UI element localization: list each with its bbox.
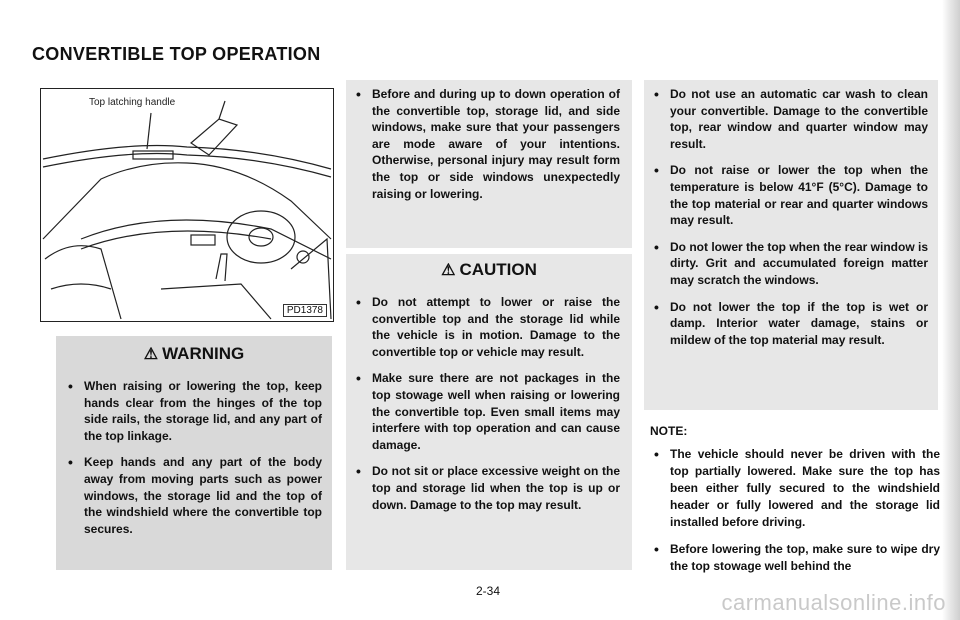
caution-heading-text: CAUTION [459,260,537,279]
warning-heading-text: WARNING [162,344,245,363]
list-item: • Do not lower the top when the rear window is dirty. Grit and accumulated foreign matter may scratch the windows. [648,239,928,289]
page-number: 2-34 [476,584,501,598]
list-item: • Make sure there are not packages in the top stowage well when raising or lowering the convertible top. Even small items may interfere with top operation and can cause damage. [350,370,620,453]
car-wash-caution-panel [644,80,938,410]
caution-triangle-icon: ⚠ [441,262,456,279]
watermark: carmanualsonline.info [721,590,946,615]
warning-panel [56,336,332,570]
passenger-warning-list [350,86,620,202]
page-edge-shadow [942,0,960,620]
list-item: • Do not attempt to lower or raise the convertible top and the storage lid while the vehicle is in motion. Damage to the convertible top or vehicle may result. [350,294,620,360]
passenger-warning-panel [346,80,632,248]
page-title: CONVERTIBLE TOP OPERATION [32,44,321,64]
list-item: • Do not raise or lower the top when the temperature is below 41°F (5°C). Damage to the top material or rear and quarter windows may result. [648,162,928,228]
figure-code: PD1378 [283,304,327,317]
list-item: • Do not sit or place excessive weight on the top and storage lid when the top is up or down. Damage to the top may result. [350,463,620,513]
warning-list [62,378,322,537]
list-item: • Do not lower the top if the top is wet or damp. Interior water damage, stains or mildew of the top material may result. [648,299,928,349]
car-interior-drawing [41,89,333,321]
note-title: NOTE: [650,424,688,438]
note-list [648,446,940,585]
list-item: • The vehicle should never be driven with the top partially lowered. Make sure the top has been either fully secured to the windshield header or fully lowered and the storage lid installed before driving. [648,446,940,531]
list-item: • Before and during up to down operation of the convertible top, storage lid, and side windows, make sure that your passengers are mode aware of your intentions. Otherwise, personal injury may result form the top or side windows unexpectedly raising or lowering. [350,86,620,202]
caution-heading [346,260,632,280]
convertible-top-illustration [40,88,334,322]
list-item: • Keep hands and any part of the body away from moving parts such as power windows, the storage lid and the top of the windshield where the convertible top secures. [62,454,322,537]
warning-triangle-icon: ⚠ [143,346,159,363]
figure-caption: Top latching handle [89,97,176,108]
caution-panel [346,254,632,570]
list-item: • Before lowering the top, make sure to wipe dry the top stowage well behind the [648,541,940,575]
list-item: • Do not use an automatic car wash to clean your convertible. Damage to the convertible top, rear window and quarter window may result. [648,86,928,152]
car-wash-caution-list [648,86,928,348]
list-item: • When raising or lowering the top, keep hands clear from the hinges of the top side rails, the storage lid, and any part of the top linkage. [62,378,322,444]
warning-heading [56,344,332,364]
caution-list [350,294,620,513]
